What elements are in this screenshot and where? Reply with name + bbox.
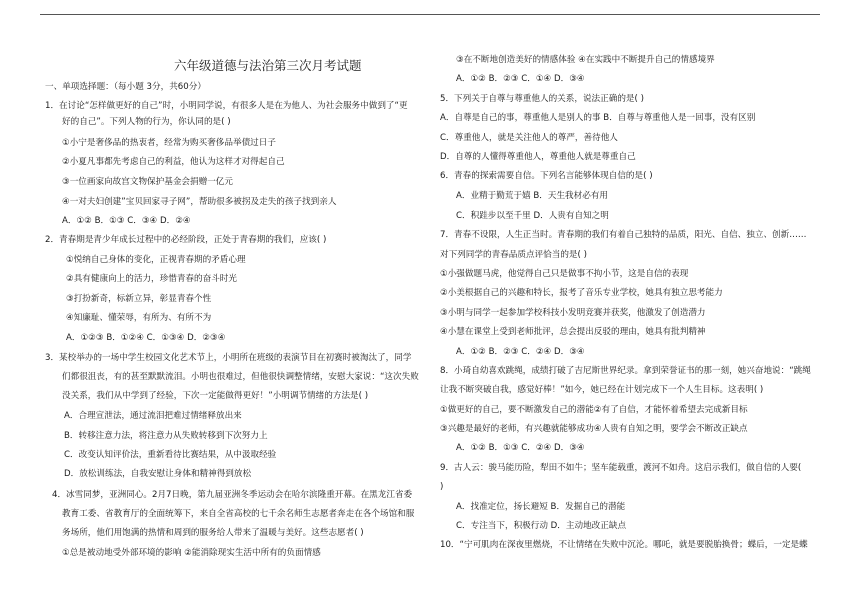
q9-line2: ) — [440, 482, 444, 492]
q3-optD: D．放松训练法，自我安慰让身体和精神得到放松 — [64, 469, 252, 479]
q2-line1: 2．青春期是青少年成长过程中的必经阶段，正处于青春期的我们，应该( ) — [45, 235, 327, 245]
q1-opt1: ①小宁是奢侈品的热衷者，经常为购买奢侈品举债过日子 — [62, 138, 276, 148]
q8-choices: A．①② B．①③ C．②④ D．③④ — [456, 443, 585, 453]
q3-line3: 没关系，我们从中学到了经验，下次一定能做得更好！”小明调节情绪的方法是( ) — [62, 391, 369, 401]
q1-opt3: ③一位画家向故宫文物保护基金会捐赠一亿元 — [62, 177, 233, 187]
q5-optD: D．自尊的人懂得尊重他人，尊重他人就是尊重自己 — [440, 152, 636, 162]
q4-choices: A．①② B．②③ C．①④ D．③④ — [456, 74, 585, 84]
q7-line2: 对下列同学的青春品质点评恰当的是( ) — [440, 250, 587, 260]
exam-title: 六年级道德与法治第三次月考试题 — [174, 58, 362, 73]
q6-optAB: A．业精于勤荒于嬉 B．天生我材必有用 — [456, 191, 609, 201]
q8-line1: 8．小琦自幼喜欢跳绳，成绩打破了吉尼斯世界纪录。拿到荣誉证书的那一刻，她兴奋地说：“跳绳 — [440, 366, 811, 376]
q1-line2: 好的自己”。下列人物的行为，你认同的是( ) — [62, 117, 231, 127]
q4-line2: 教育工委、省教育厅的全面统筹下，来自全省高校的七千余名师生志愿者奔走在各个场馆和服 — [62, 509, 415, 519]
q7-choices: A．①② B．②③ C．②④ D．③④ — [456, 347, 585, 357]
q6-optCD: C．积跬步以至千里 D．人贵有自知之明 — [456, 211, 609, 221]
q8-opt12: ①做更好的自己，要不断激发自己的潜能②有了自信，才能怀着希望去完成新目标 — [440, 405, 748, 415]
q2-opt4: ④知廉耻、懂荣辱，有所为、有所不为 — [66, 313, 212, 323]
q2-opt3: ③打扮新奇，标新立异，彰显青春个性 — [66, 294, 212, 304]
section-heading: 一、单项选择题：（每小题 3分，共60分） — [45, 82, 206, 92]
q1-choices: A．①② B．①③ C．③④ D．②④ — [62, 216, 191, 226]
q2-opt1: ①悦纳自己身体的变化，正视青春期的矛盾心理 — [66, 255, 246, 265]
q7-opt2: ②小美根据自己的兴趣和特长，报考了音乐专业学校，她具有独立思考能力 — [440, 288, 723, 298]
q4-opts12: ①总是被动地受外部环境的影响 ②能消除现实生活中所有的负面情感 — [62, 548, 321, 558]
q4-line1: 4．冰雪同梦，亚洲同心。2月7日晚，第九届亚洲冬季运动会在哈尔滨隆重开幕。在黑龙江省委 — [52, 490, 413, 500]
q7-opt4: ④小慧在课堂上受到老师批评，总会提出反驳的理由，她具有批判精神 — [440, 327, 706, 337]
q10-line1: 10．“宁可肌肉在深夜里燃烧，不让情绪在失败中沉沦。哪吒，就是要脱胎换骨；蝶后，一定是蝶 — [440, 540, 808, 550]
q8-line2: 让我不断突破自我，感觉好棒！”如今，她已经在计划完成下一个人生目标。这表明( ) — [440, 385, 764, 395]
q4-line3: 务场所，他们用饱满的热情和周到的服务给人带来了温暖与美好。这些志愿者( ) — [62, 528, 364, 538]
q5-line1: 5．下列关于自尊与尊重他人的关系，说法正确的是( ) — [440, 94, 644, 104]
q7-opt3: ③小明与同学一起参加学校科技小发明竞赛并获奖，他激发了创造潜力 — [440, 308, 706, 318]
q1-opt4: ④一对夫妇创建”宝贝回家寻子网”，帮助很多被拐及走失的孩子找到亲人 — [62, 197, 337, 207]
q3-optA: A．合理宣泄法，通过流泪把难过情绪释放出来 — [64, 411, 242, 421]
q1-line1: 1．在讨论“怎样做更好的自己”时，小明同学说，有很多人是在为他人、为社会服务中做到了“更 — [45, 101, 408, 111]
q3-line1: 3．某校举办的一场中学生校园文化艺术节上，小明所在班级的表演节目在初赛时被淘汰了，同学 — [45, 353, 412, 363]
q9-optCD: C．专注当下，积极行动 D．主动地改正缺点 — [456, 521, 627, 531]
q9-line1: 9．古人云：骏马能历险，犁田不如牛；坚车能载重，渡河不如舟。这启示我们，做自信的人要( — [440, 463, 802, 473]
q2-opt2: ②具有健康向上的活力，珍惜青春的奋斗时光 — [66, 274, 237, 284]
q2-choices: A．①②③ B．①②④ C．①③④ D．②③④ — [66, 333, 226, 343]
q3-line2: 们都很沮丧，有的甚至默默流泪。小明也很难过，但他很快调整情绪，安慰大家说：“这次失败 — [62, 372, 419, 382]
q3-optC: C．改变认知评价法，重新看待比赛结果，从中汲取经验 — [64, 450, 277, 460]
q3-optB: B．转移注意力法，将注意力从失败转移到下次努力上 — [64, 431, 268, 441]
q7-opt1: ①小强做题马虎，他觉得自己只是做事不拘小节，这是自信的表现 — [440, 269, 689, 279]
q8-opt34: ③兴趣是最好的老师，有兴趣就能够成功④人贵有自知之明，要学会不断改正缺点 — [440, 424, 748, 434]
q5-optA: A．自尊是自己的事，尊重他人是别人的事 B．自尊与尊重他人是一回事，没有区别 — [440, 113, 756, 123]
q4-opts34: ③在不断地创造美好的情感体验 ④在实践中不断提升自己的情感境界 — [456, 55, 715, 65]
top-rule — [40, 14, 820, 15]
q7-line1: 7．青春不设限，人生正当时。青春期的我们有着自己独特的品质，阳光、自信、独立、创新…… — [440, 230, 807, 240]
q1-opt2: ②小夏凡事都先考虑自己的利益，他认为这样才对得起自己 — [62, 157, 285, 167]
q5-optC: C．尊重他人，就是关注他人的尊严，善待他人 — [440, 133, 618, 143]
q6-line1: 6．青春的探索需要自信。下列名言能够体现自信的是( ) — [440, 171, 653, 181]
q9-optAB: A．找准定位，扬长避短 B．发掘自己的潜能 — [456, 502, 626, 512]
